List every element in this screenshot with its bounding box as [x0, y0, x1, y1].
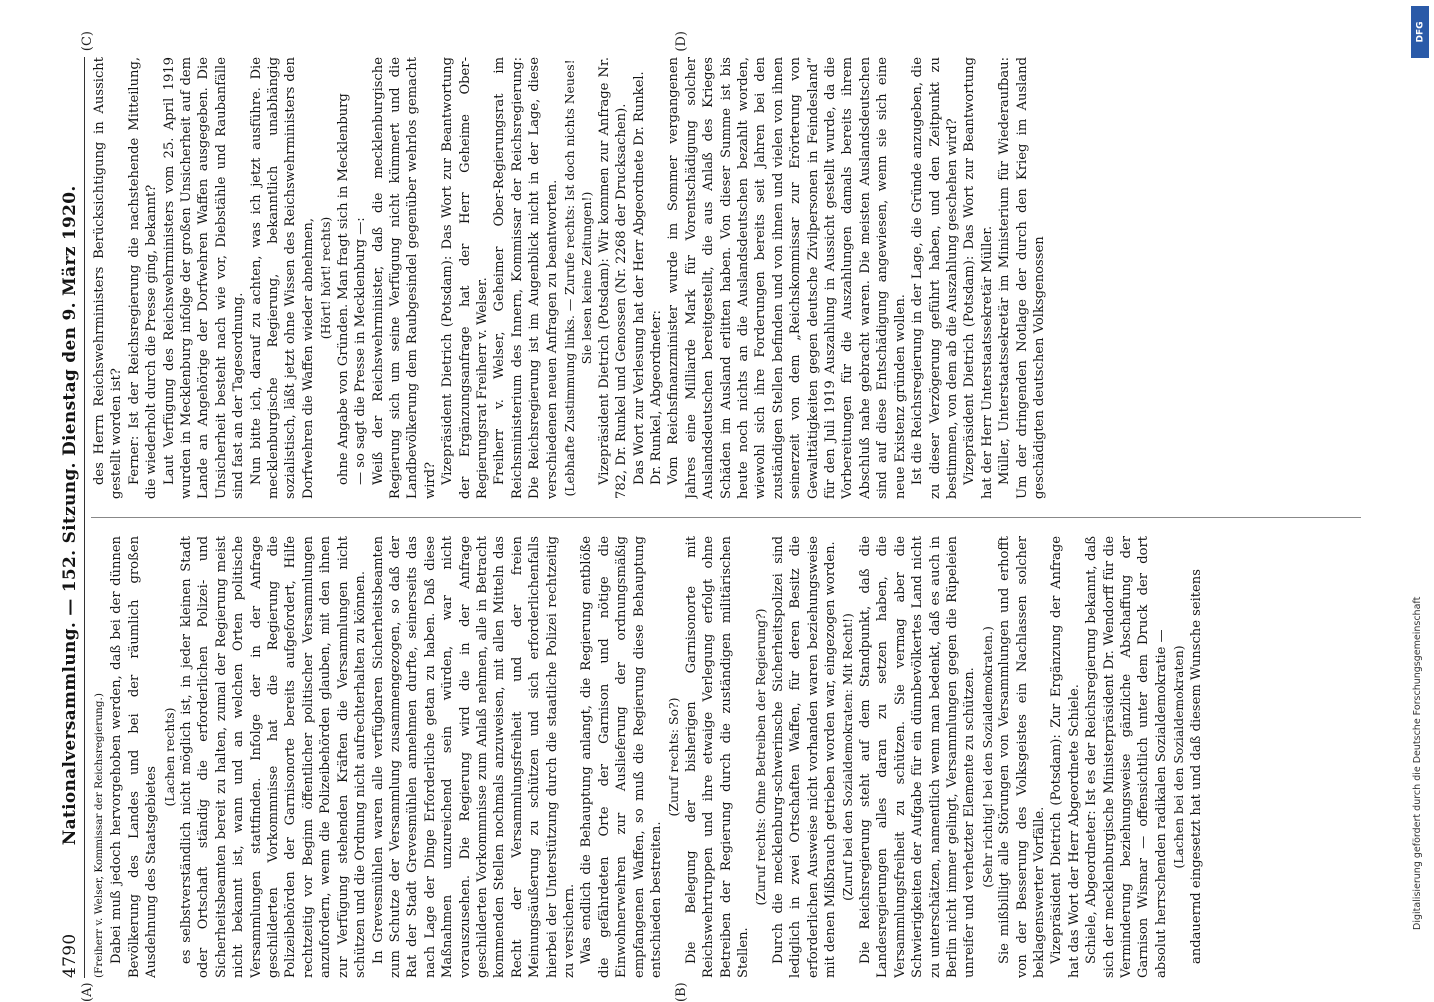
paragraph: In Grevesmühlen waren alle verfügbaren Sicherheitsbeamten zum Schutze der Versammlung zusammengezogen, so daß der Rat der Stadt Grevesmühlen annehmen durfte, seinerseits das nach Lage der Dinge Erforderliche getan zu haben. Daß diese Maßnahmen unzureichend sein würden, war nicht vorauszusehen. Die Regierung wird die in der Anfrage geschilderten Vorkommnisse zum Anlaß nehmen, alle in Betracht kommenden Stellen nochmals anzuweisen, mit allen Mitteln das Recht der Versammlungsfreiheit und der freien Meinungsäußerung zu schützen und sich erforderlichenfalls hierbei der Unterstützung durch die staatliche Polizei rechtzeitig zu versichern.: [370, 536, 577, 978]
page-title: Nationalversammlung. — 152. Sitzung. Dienstag den 9. März 1920.: [60, 185, 80, 846]
paragraph: Ferner: Ist der Reichsregierung die nachstehende Mitteilung, die wiederholt durch die Presse ging, bekannt?: [126, 57, 160, 499]
columns: [91, 57, 1361, 978]
interjection: (Zuruf bei den Sozialdemokraten: Mit Recht!): [840, 613, 856, 901]
interjection: (Lachen rechts): [161, 707, 177, 807]
page-header: [60, 57, 85, 978]
paragraph: Vizepräsident Dietrich (Potsdam): Das Wort zur Beantwortung der Ergänzungsanfrage hat der Herr Geheime Ober-Regierungsrat Freiherr v. Welser.: [440, 57, 490, 499]
paragraph: des Herrn Reichswehrministers Berücksichtigung in Aussicht gestellt worden ist?: [92, 57, 125, 499]
document-page: [34, 31, 1394, 1002]
paragraph: Weiß der Reichswehrminister, daß die mecklenburgische Regierung sich um seine Verfügung nicht kümmert und die Landbevölkerung dem Raubgesindel gegenüber wehrlos gemacht wird?: [370, 57, 438, 499]
paragraph: Freiherr v. Welser, Geheimer Ober-Regierungsrat im Reichsministerium des Innern, Kommissar der Reichsregierung: Die Reichsregierung ist im Augenblick nicht in der Lage, diese verschiedenen neuen Anfragen zu beantworten.: [492, 57, 560, 499]
funding-note: [1412, 70, 1426, 930]
interjection: (Lebhafte Zustimmung links. — Zurufe rechts: Ist doch nichts Neues! Sie lesen keine Zeitungen!): [561, 59, 595, 497]
paragraph: Vizepräsident Dietrich (Potsdam): Wir kommen zur Anfrage Nr. 782, Dr. Runkel und Genossen (Nr. 2268 der Drucksachen).: [596, 57, 630, 499]
column-divider: [91, 517, 1361, 518]
paragraph: — so sagt die Presse in Mecklenburg —:: [353, 217, 369, 485]
paragraph: Die Reichsregierung steht auf dem Standpunkt, daß die Landesregierungen alles daran zu setzen haben, die Versammlungsfreiheit zu schützen. Sie vermag aber die Schwierigkeiten der Aufgabe für ein dünnbevölkertes Land nicht zu unterschätzen, namentlich wenn man bedenkt, daß es auch in Berlin nicht immer gelingt, Versammlungen gegen die Rüpeleien unreifer und verhetzter Elemente zu schützen.: [857, 536, 978, 978]
interjection: (Sehr richtig! bei den Sozialdemokraten.): [979, 626, 995, 888]
paragraph: andauernd eingesetzt hat und daß diesem Wunsche seitens: [1188, 569, 1204, 964]
interjection: (Zuruf rechts: Ohne Betreiben der Regierung?): [753, 608, 769, 906]
paragraph: Sie mißbilligt alle Störungen von Versammlungen und erhofft von der Besserung des Volksgeistes ein Nachlassen solcher beklagenswerter Vorfälle.: [997, 536, 1047, 978]
dfg-logo: DFG: [1411, 6, 1429, 58]
paragraph: Dr. Runkel, Abgeordneter:: [649, 310, 664, 485]
paragraph: Schiele, Abgeordneter: Ist es der Reichsregierung bekannt, daß sich der mecklenburgische Ministerpräsident Dr. Wendorff für die Verminderung beziehungsweise gänzliche Abschaffung der Garnison Wismar — offensichtlich unter dem Druck der dort absolut herrschenden radikalen Sozialdemokratie —: [1084, 536, 1169, 978]
interjection: (Zuruf rechts: So?): [666, 697, 682, 817]
paragraph: Was endlich die Behauptung anlangt, die Regierung entblöße die gefährdeten Orte der Garnison und nötige die Einwohnerwehren zur Auslieferung der ordnungsmäßig empfangenen Waffen, so muß die Regierung diese Behauptung entschieden bestreiten.: [579, 536, 664, 978]
interjection: (Hört! hört! rechts): [318, 216, 334, 340]
paragraph: (Freiherr v. Welser, Kommissar der Reichsregierung.): [93, 693, 105, 978]
left-column: [91, 536, 1361, 978]
paragraph: Ist die Reichsregierung in der Lage, die Gründe anzugeben, die zu dieser Verzögerung geführt haben, und den Zeitpunkt zu bestimmen, von dem ab die Auszahlung geschehen wird?: [910, 57, 960, 499]
margin-marker-b: (B): [674, 982, 689, 1002]
paragraph: Vom Reichsfinanzminister wurde im Sommer vergangenen Jahres eine Milliarde Mark für Vorentschädigung solcher Auslandsdeutschen bereitgestellt, die aus Anlaß des Krieges Schäden im Ausland erlitten haben. Von dieser Summe ist bis heute noch nichts an die Auslandsdeutschen bezahlt worden, wiewohl sich ihre Forderungen bereits seit Jahren bei den zuständigen Stellen befinden und von ihnen und vielen von ihnen seinerzeit von dem „Reichskommissar zur Erörterung von Gewalttätigkeiten gegen deutsche Zivilpersonen in Feindesland“ für den Juli 1919 Auszahlung in Aussicht gestellt wurde, da die Vorbereitungen für die Auszahlungen damals bereits ihrem Abschluß nahe gebracht waren. Die meisten Auslandsdeutschen sind auf diese Entschädigung angewiesen, wenn sie sich eine neue Existenz gründen wollen.: [666, 57, 908, 499]
funding-note-text: Digitalisierung gefördert durch die Deutsche Forschungsgemeinschaft: [1412, 596, 1423, 930]
margin-marker-a: (A): [80, 982, 95, 1002]
paragraph: Vizepräsident Dietrich (Potsdam): Zur Ergänzung der Anfrage hat das Wort der Herr Abgeordnete Schiele.: [1049, 536, 1082, 978]
paragraph: es selbstverständlich nicht möglich ist, in jeder kleinen Stadt oder Ortschaft ständig die erforderlichen Polizei- und Sicherheitsbeamten bereit zu halten, zumal der Regierung meist nicht bekannt ist, wann und an welchen Orten politische Versammlungen stattfinden. Infolge der in der Anfrage geschilderten Vorkommnisse hat die Regierung die Polizeibehörden der Garnisonorte bereits aufgefordert, Hilfe rechtzeitig vor Beginn öffentlicher politischer Versammlungen anzufordern, wenn die Polizeibehörden glauben, mit den ihnen zur Verfügung stehenden Kräften die Versammlungen nicht schützen und die Ordnung nicht aufrechterhalten zu können.: [179, 536, 369, 978]
paragraph: Müller, Unterstaatssekretär im Ministerium für Wiederaufbau: Um der dringenden Notlage der durch den Krieg im Ausland geschädigten deutschen Volksgenossen: [997, 57, 1047, 499]
interjection: (Lachen bei den Sozialdemokraten): [1171, 645, 1187, 869]
paragraph: ohne Angabe von Gründen. Man fragt sich in Mecklenburg: [335, 93, 351, 485]
paragraph: Vizepräsident Dietrich (Potsdam): Das Wort zur Beantwortung hat der Herr Unterstaatssekretär Müller.: [962, 57, 995, 499]
paragraph: Durch die mecklenburg-schwerinsche Sicherheitspolizei sind lediglich in zwei Ortschaften Waffen, für deren Besitz die erforderlichen Ausweise nicht vorhanden waren beziehungsweise mit denen Mißbrauch getrieben worden war, eingezogen worden.: [770, 536, 839, 978]
page-number: 4790: [60, 933, 80, 978]
paragraph: Dabei muß jedoch hervorgehoben werden, daß bei der dünnen Bevölkerung des Landes und bei der räumlich großen Ausdehnung des Staatsgebietes: [109, 536, 160, 978]
paragraph: Das Wort zur Verlesung hat der Herr Abgeordnete Dr. Runkel.: [631, 71, 647, 485]
paragraph: Nun bitte ich, darauf zu achten, was ich jetzt ausführe. Die mecklenburgische Regierung, bekanntlich unabhängig sozialistisch, läßt jetzt ohne Wissen des Reichswehrministers den Dorfwehren die Waffen wieder abnehmen,: [248, 57, 316, 499]
right-column: [91, 57, 1361, 499]
margin-marker-c: (C): [80, 31, 95, 52]
paragraph: Laut Verfügung des Reichswehrministers vom 25. April 1919 wurden in Mecklenburg infolge der großen Unsicherheit auf dem Lande an Angehörige der Dorfwehren Waffen ausgegeben. Die Unsicherheit besteht nach wie vor, Diebstähle und Raubanfälle sind fast an der Tagesordnung.: [161, 57, 247, 499]
paragraph: Die Belegung der bisherigen Garnisonorte mit Reichswehrtruppen und ihre etwaige Verlegung erfolgt ohne Betreiben der Regierung durch die zuständigen militärischen Stellen.: [683, 536, 752, 978]
margin-marker-d: (D): [674, 31, 689, 52]
